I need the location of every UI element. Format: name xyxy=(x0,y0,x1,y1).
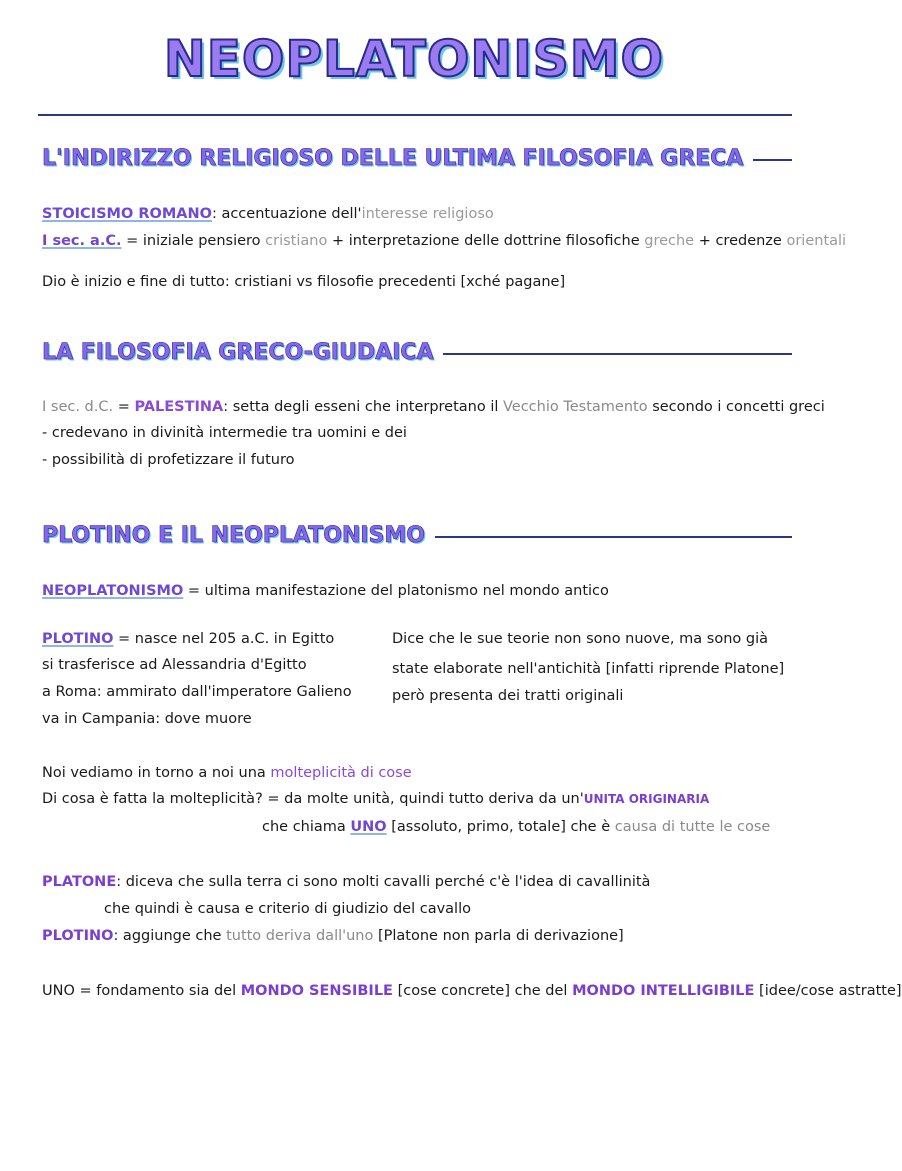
text-line xyxy=(42,205,494,223)
text-span: + interpretazione delle dottrine filosofiche xyxy=(327,233,645,249)
text-line: che quindi è causa e criterio di giudizio del cavallo xyxy=(104,901,471,917)
term-uno: UNO xyxy=(350,819,387,835)
text-line: a Roma: ammirato dall'imperatore Galieno xyxy=(42,684,352,700)
text-line xyxy=(42,790,709,808)
text-line: - credevano in divinità intermedie tra uomini e dei xyxy=(42,425,407,441)
section-heading-text: PLOTINO E IL NEOPLATONISMO xyxy=(42,523,425,548)
text-span: : aggiunge che xyxy=(113,928,227,944)
text-span: PLATONE xyxy=(42,874,117,890)
text-span: = xyxy=(113,399,135,415)
text-span: PALESTINA xyxy=(134,399,224,415)
text-span: cristiano xyxy=(265,233,328,249)
text-span: MONDO SENSIBILE xyxy=(240,983,393,999)
text-span: causa di tutte le cose xyxy=(614,819,771,835)
section-heading-religious xyxy=(42,146,792,171)
text-line xyxy=(42,630,334,648)
text-span: interesse religioso xyxy=(361,206,494,222)
text-span: : diceva che sulla terra ci sono molti cavalli perché c'è l'idea di cavallinità xyxy=(116,874,651,890)
text-span: secondo i concetti greci xyxy=(647,399,825,415)
text-line: Dio è inizio e fine di tutto: cristiani vs filosofie precedenti [xché pagane] xyxy=(42,274,566,290)
text-line xyxy=(42,927,624,945)
text-span: che chiama xyxy=(262,819,351,835)
text-span: : accentuazione dell' xyxy=(211,206,362,222)
section-rule xyxy=(443,353,792,355)
text-span: Di cosa è fatta la molteplicità? = da molte unità, quindi tutto deriva da un' xyxy=(42,791,584,807)
text-span: tutto deriva dall'uno xyxy=(226,928,374,944)
text-span: PLOTINO xyxy=(42,928,114,944)
text-span: UNITA ORIGINARIA xyxy=(583,792,710,806)
text-line xyxy=(42,582,609,600)
text-line: - possibilità di profetizzare il futuro xyxy=(42,452,295,468)
section-heading-text: L'INDIRIZZO RELIGIOSO DELLE ULTIMA FILOSOFIA GRECA xyxy=(42,146,744,171)
text-line: si trasferisce ad Alessandria d'Egitto xyxy=(42,657,307,673)
text-span: + credenze xyxy=(694,233,787,249)
page-title: NEOPLATONISMO xyxy=(163,30,665,88)
text-line xyxy=(42,764,412,782)
term-sec-ac: I sec. a.C. xyxy=(42,233,122,249)
term-plotino: PLOTINO xyxy=(42,631,114,647)
text-line: però presenta dei tratti originali xyxy=(392,688,624,704)
text-span: = ultima manifestazione del platonismo nel mondo antico xyxy=(183,583,609,599)
section-rule xyxy=(435,536,792,538)
text-span: orientali xyxy=(786,233,847,249)
text-span: UNO = fondamento sia del xyxy=(42,983,241,999)
text-line xyxy=(262,818,770,836)
section-heading-greco-giudaica xyxy=(42,340,792,365)
text-span: [assoluto, primo, totale] che è xyxy=(386,819,615,835)
section-heading-text: LA FILOSOFIA GRECO-GIUDAICA xyxy=(42,340,434,365)
text-span: = iniziale pensiero xyxy=(121,233,266,249)
text-line xyxy=(42,982,902,1000)
text-span: Noi vediamo in torno a noi una xyxy=(42,765,271,781)
term-stoicismo: STOICISMO ROMANO xyxy=(42,206,212,222)
text-span: : setta degli esseni che interpretano il xyxy=(223,399,503,415)
text-span: [Platone non parla di derivazione] xyxy=(373,928,624,944)
text-line xyxy=(42,232,846,250)
section-heading-plotino xyxy=(42,523,792,548)
text-line: va in Campania: dove muore xyxy=(42,711,252,727)
text-line: Dice che le sue teorie non sono nuove, ma sono già xyxy=(392,631,768,647)
text-span: [cose concrete] che del xyxy=(392,983,573,999)
text-span: greche xyxy=(644,233,695,249)
text-line: state elaborate nell'antichità [infatti riprende Platone] xyxy=(392,661,785,677)
text-span: [idee/cose astratte] xyxy=(754,983,902,999)
text-span: I sec. d.C. xyxy=(42,399,114,415)
title-divider xyxy=(38,114,792,116)
section-rule xyxy=(753,159,792,161)
text-line xyxy=(42,398,825,416)
text-span: = nasce nel 205 a.C. in Egitto xyxy=(113,631,335,647)
text-span: molteplicità di cose xyxy=(270,765,412,781)
text-span: Vecchio Testamento xyxy=(503,399,648,415)
text-line xyxy=(42,873,650,891)
term-neoplatonismo: NEOPLATONISMO xyxy=(42,583,184,599)
text-span: MONDO INTELLIGIBILE xyxy=(572,983,755,999)
